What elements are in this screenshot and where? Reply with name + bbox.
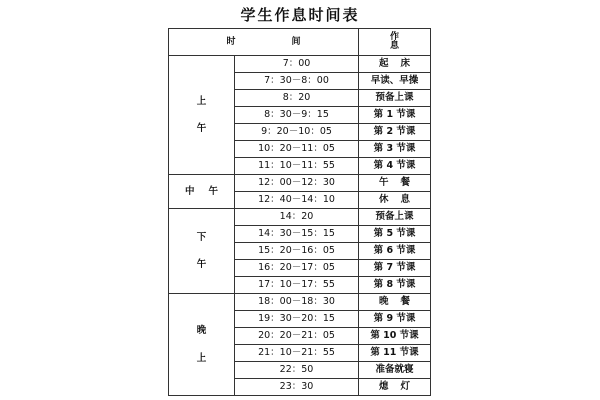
period-morning-char: 午 — [196, 123, 207, 134]
table-row — [169, 56, 431, 73]
activity-cell: 第 4 节课 — [359, 158, 431, 175]
activity-cell: 第 10 节课 — [359, 328, 431, 345]
time-cell: 21：10－21：55 — [235, 345, 359, 362]
table-row — [169, 209, 431, 226]
header-activity: 作息 — [359, 29, 431, 56]
time-cell: 16：20－17：05 — [235, 260, 359, 277]
activity-cell: 准备就寝 — [359, 362, 431, 379]
time-cell: 20：20－21：05 — [235, 328, 359, 345]
schedule-table — [168, 28, 431, 396]
time-cell: 7：30－8：00 — [235, 73, 359, 90]
time-cell: 11：10－11：55 — [235, 158, 359, 175]
activity-cell: 午餐 — [359, 175, 431, 192]
activity-cell: 第 8 节课 — [359, 277, 431, 294]
time-cell: 19：30－20：15 — [235, 311, 359, 328]
activity-cell: 晚餐 — [359, 294, 431, 311]
activity-cell: 第 9 节课 — [359, 311, 431, 328]
period-evening-char: 上 — [196, 352, 207, 364]
time-cell: 12：00－12：30 — [235, 175, 359, 192]
period-noon: 中午 — [169, 175, 235, 209]
activity-cell: 第 1 节课 — [359, 107, 431, 124]
page-title: 学生作息时间表 — [240, 6, 360, 24]
period-afternoon — [169, 209, 235, 294]
activity-cell: 预备上课 — [359, 209, 431, 226]
activity-cell: 第 3 节课 — [359, 141, 431, 158]
activity-cell: 起床 — [359, 56, 431, 73]
activity-cell: 第 5 节课 — [359, 226, 431, 243]
activity-cell: 第 11 节课 — [359, 345, 431, 362]
table-row — [169, 294, 431, 311]
time-cell: 18：00－18：30 — [235, 294, 359, 311]
time-cell: 8：20 — [235, 90, 359, 107]
header-row — [169, 29, 431, 56]
time-cell: 23：30 — [235, 379, 359, 396]
activity-cell: 熄灯 — [359, 379, 431, 396]
time-cell: 17：10－17：55 — [235, 277, 359, 294]
activity-cell: 第 2 节课 — [359, 124, 431, 141]
activity-cell: 第 6 节课 — [359, 243, 431, 260]
time-cell: 8：30－9：15 — [235, 107, 359, 124]
time-cell: 12：40－14：10 — [235, 192, 359, 209]
period-morning-char: 上 — [196, 95, 207, 107]
activity-cell: 休息 — [359, 192, 431, 209]
time-cell: 22：50 — [235, 362, 359, 379]
period-afternoon-char: 下 — [196, 231, 207, 243]
period-evening — [169, 294, 235, 396]
header-time: 时间 — [169, 29, 359, 56]
time-cell: 15：20－16：05 — [235, 243, 359, 260]
period-afternoon-char: 午 — [196, 259, 207, 270]
time-cell: 14：30－15：15 — [235, 226, 359, 243]
period-morning — [169, 56, 235, 175]
time-cell: 7：00 — [235, 56, 359, 73]
table-row — [169, 175, 431, 192]
time-cell: 10：20－11：05 — [235, 141, 359, 158]
time-cell: 14：20 — [235, 209, 359, 226]
time-cell: 9：20－10：05 — [235, 124, 359, 141]
activity-cell: 预备上课 — [359, 90, 431, 107]
activity-cell: 第 7 节课 — [359, 260, 431, 277]
activity-cell: 早读、早操 — [359, 73, 431, 90]
period-evening-char: 晚 — [196, 325, 207, 336]
